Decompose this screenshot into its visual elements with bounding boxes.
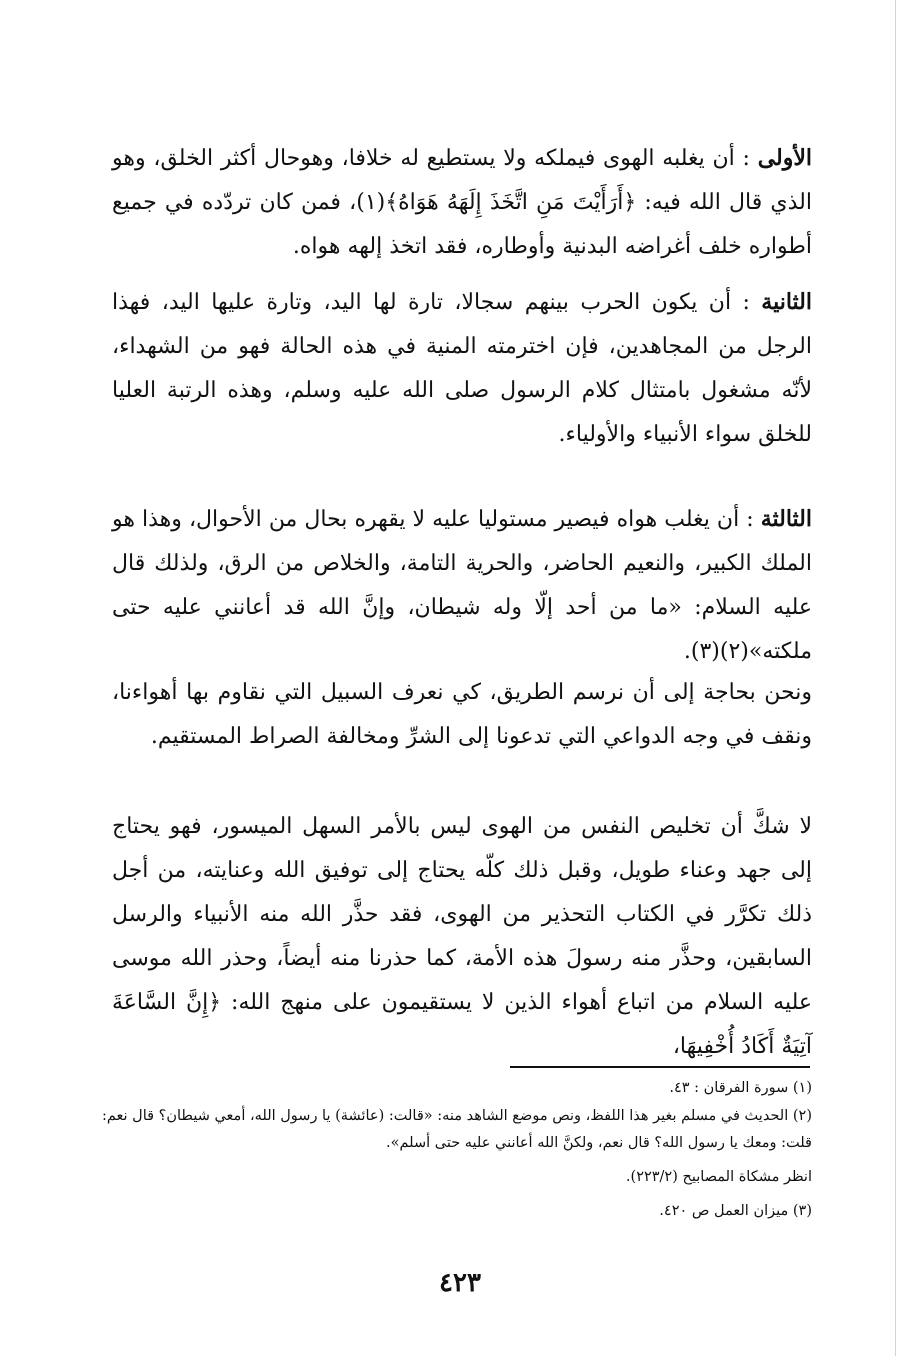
paragraph-first: [112, 136, 812, 269]
footnote-2: (٢) الحديث في مسلم بغير هذا اللفظ، ونص موضع الشاهد منه: «قالت: (عائشة) يا رسول الله، أمعي شيطان؟ قال نعم: قلت: ومعك يا رسول الله؟ قال نعم، ولكنَّ الله أعانني عليه حتى أسلم».: [102, 1108, 812, 1151]
paragraph-lead: الأولى: [757, 145, 813, 171]
paragraph-lead: الثالثة: [760, 506, 812, 532]
page-edge-line: [895, 0, 896, 1356]
paragraph-fourth: [112, 671, 812, 759]
footnote-2-reference: انظر مشكاة المصابيح (٢٢٣/٢).: [625, 1169, 812, 1185]
footnote-separator: [510, 1066, 810, 1068]
paragraph-lead: الثانية: [761, 289, 812, 315]
paragraph-body: : أن يكون الحرب بينهم سجالا، تارة لها اليد، وتارة عليها اليد، فهذا الرجل من المجاهدين، فإن اخترمته المنية في هذه الحالة فهو من الشهداء، لأنّه مشغول بامتثال كلام الرسول صلى الله عليه وسلم، وهذه الرتبة العليا للخلق سواء الأنبياء والأولياء.: [112, 290, 812, 447]
paragraph-fifth: [112, 805, 812, 1069]
paragraph-body: : أن يغلبه الهوى فيملكه ولا يستطيع له خلافا، وهوحال أكثر الخلق، وهو الذي قال الله فيه: ﴿أَرَأَيْتَ مَنِ اتَّخَذَ إِلَهَهُ هَوَاهُ﴾(١)، فمن كان تردّده في جميع أطواره خلف أغراضه البدنية وأوطاره، فقد اتخذ إلهه هواه.: [112, 146, 812, 259]
page-number: ٤٢٣: [439, 1268, 481, 1298]
paragraph-third: [112, 497, 812, 674]
paragraph-body: ونحن بحاجة إلى أن نرسم الطريق، كي نعرف السبيل التي نقاوم بها أهواءنا، ونقف في وجه الدواعي التي تدعونا إلى الشرِّ ومخالفة الصراط المستقيم.: [112, 680, 812, 749]
paragraph-body: لا شكَّ أن تخليص النفس من الهوى ليس بالأمر السهل الميسور، فهو يحتاج إلى جهد وعناء طويل، وقبل ذلك كلّه يحتاج إلى توفيق الله وعنايته، من أجل ذلك تكرَّر في الكتاب التحذير من الهوى، فقد حذَّر الله منه الأنبياء والرسل السابقين، وحذَّر منه رسولَ هذه الأمة، كما حذرنا منه أيضاً، وحذر الله موسى عليه السلام من اتباع أهواء الذين لا يستقيمون على منهج الله: ﴿إِنَّ السَّاعَةَ آتِيَةٌ أَكَادُ أُخْفِيهَا،: [112, 814, 812, 1059]
paragraph-second: [112, 280, 812, 457]
footnote-3: (٣) ميزان العمل ص ٤٢٠.: [659, 1203, 812, 1219]
paragraph-body: : أن يغلب هواه فيصير مستوليا عليه لا يقهره بحال من الأحوال، وهذا هو الملك الكبير، والنعيم الحاضر، والحرية التامة، والخلاص من الرق، ولذلك قال عليه السلام: «ما من أحد إلّا وله شيطان، وإنَّ الله قد أعانني عليه حتى ملكته»(٢)(٣).: [112, 507, 813, 664]
footnote-1: (١) سورة الفرقان : ٤٣.: [669, 1080, 812, 1096]
